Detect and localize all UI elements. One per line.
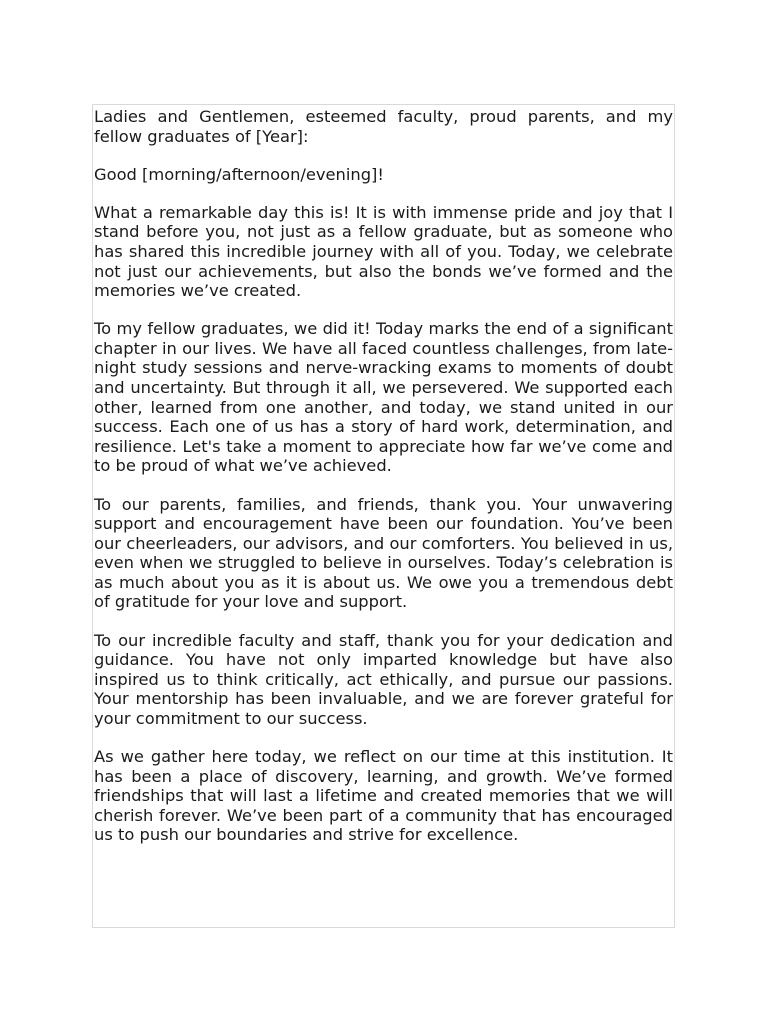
paragraph-graduates: To my fellow graduates, we did it! Today marks the end of a significant chapter in our lives. We have all faced countless challenges, from late-night study sessions and nerve-wracking exams to moments of doubt and uncertainty. But through it all, we persevered. We supported each other, learned from one another, and today, we stand united in our success. Each one of us has a story of hard work, determination, and resilience. Let's take a moment to appreciate how far we’ve come and to be proud of what we’ve achieved. [94, 319, 673, 476]
paragraph-faculty: To our incredible faculty and staff, thank you for your dedication and guidance. You have not only imparted knowledge but have also inspired us to think critically, act ethically, and pursue our passions. Your mentorship has been invaluable, and we are forever grateful for your commitment to our success. [94, 630, 673, 728]
paragraph-reflection: As we gather here today, we reflect on our time at this institution. It has been a place of discovery, learning, and growth. We’ve formed friendships that will last a lifetime and created memories that we will cherish forever. We’ve been part of a community that has encouraged us to push our boundaries and strive for excellence. [94, 747, 673, 845]
paragraph-salutation: Ladies and Gentlemen, esteemed faculty, proud parents, and my fellow graduates of [Year]: [94, 107, 673, 146]
paragraph-parents: To our parents, families, and friends, thank you. Your unwavering support and encouragement have been our foundation. You’ve been our cheerleaders, our advisors, and our comforters. You believed in us, even when we struggled to believe in ourselves. Today’s celebration is as much about you as it is about us. We owe you a tremendous debt of gratitude for your love and support. [94, 494, 673, 612]
paragraph-opening: What a remarkable day this is! It is with immense pride and joy that I stand before you, not just as a fellow graduate, but as someone who has shared this incredible journey with all of you. Today, we celebrate not just our achievements, but also the bonds we’ve formed and the memories we’ve created. [94, 202, 673, 301]
paragraph-greeting: Good [morning/afternoon/evening]! [94, 164, 384, 184]
document-page [92, 104, 675, 928]
